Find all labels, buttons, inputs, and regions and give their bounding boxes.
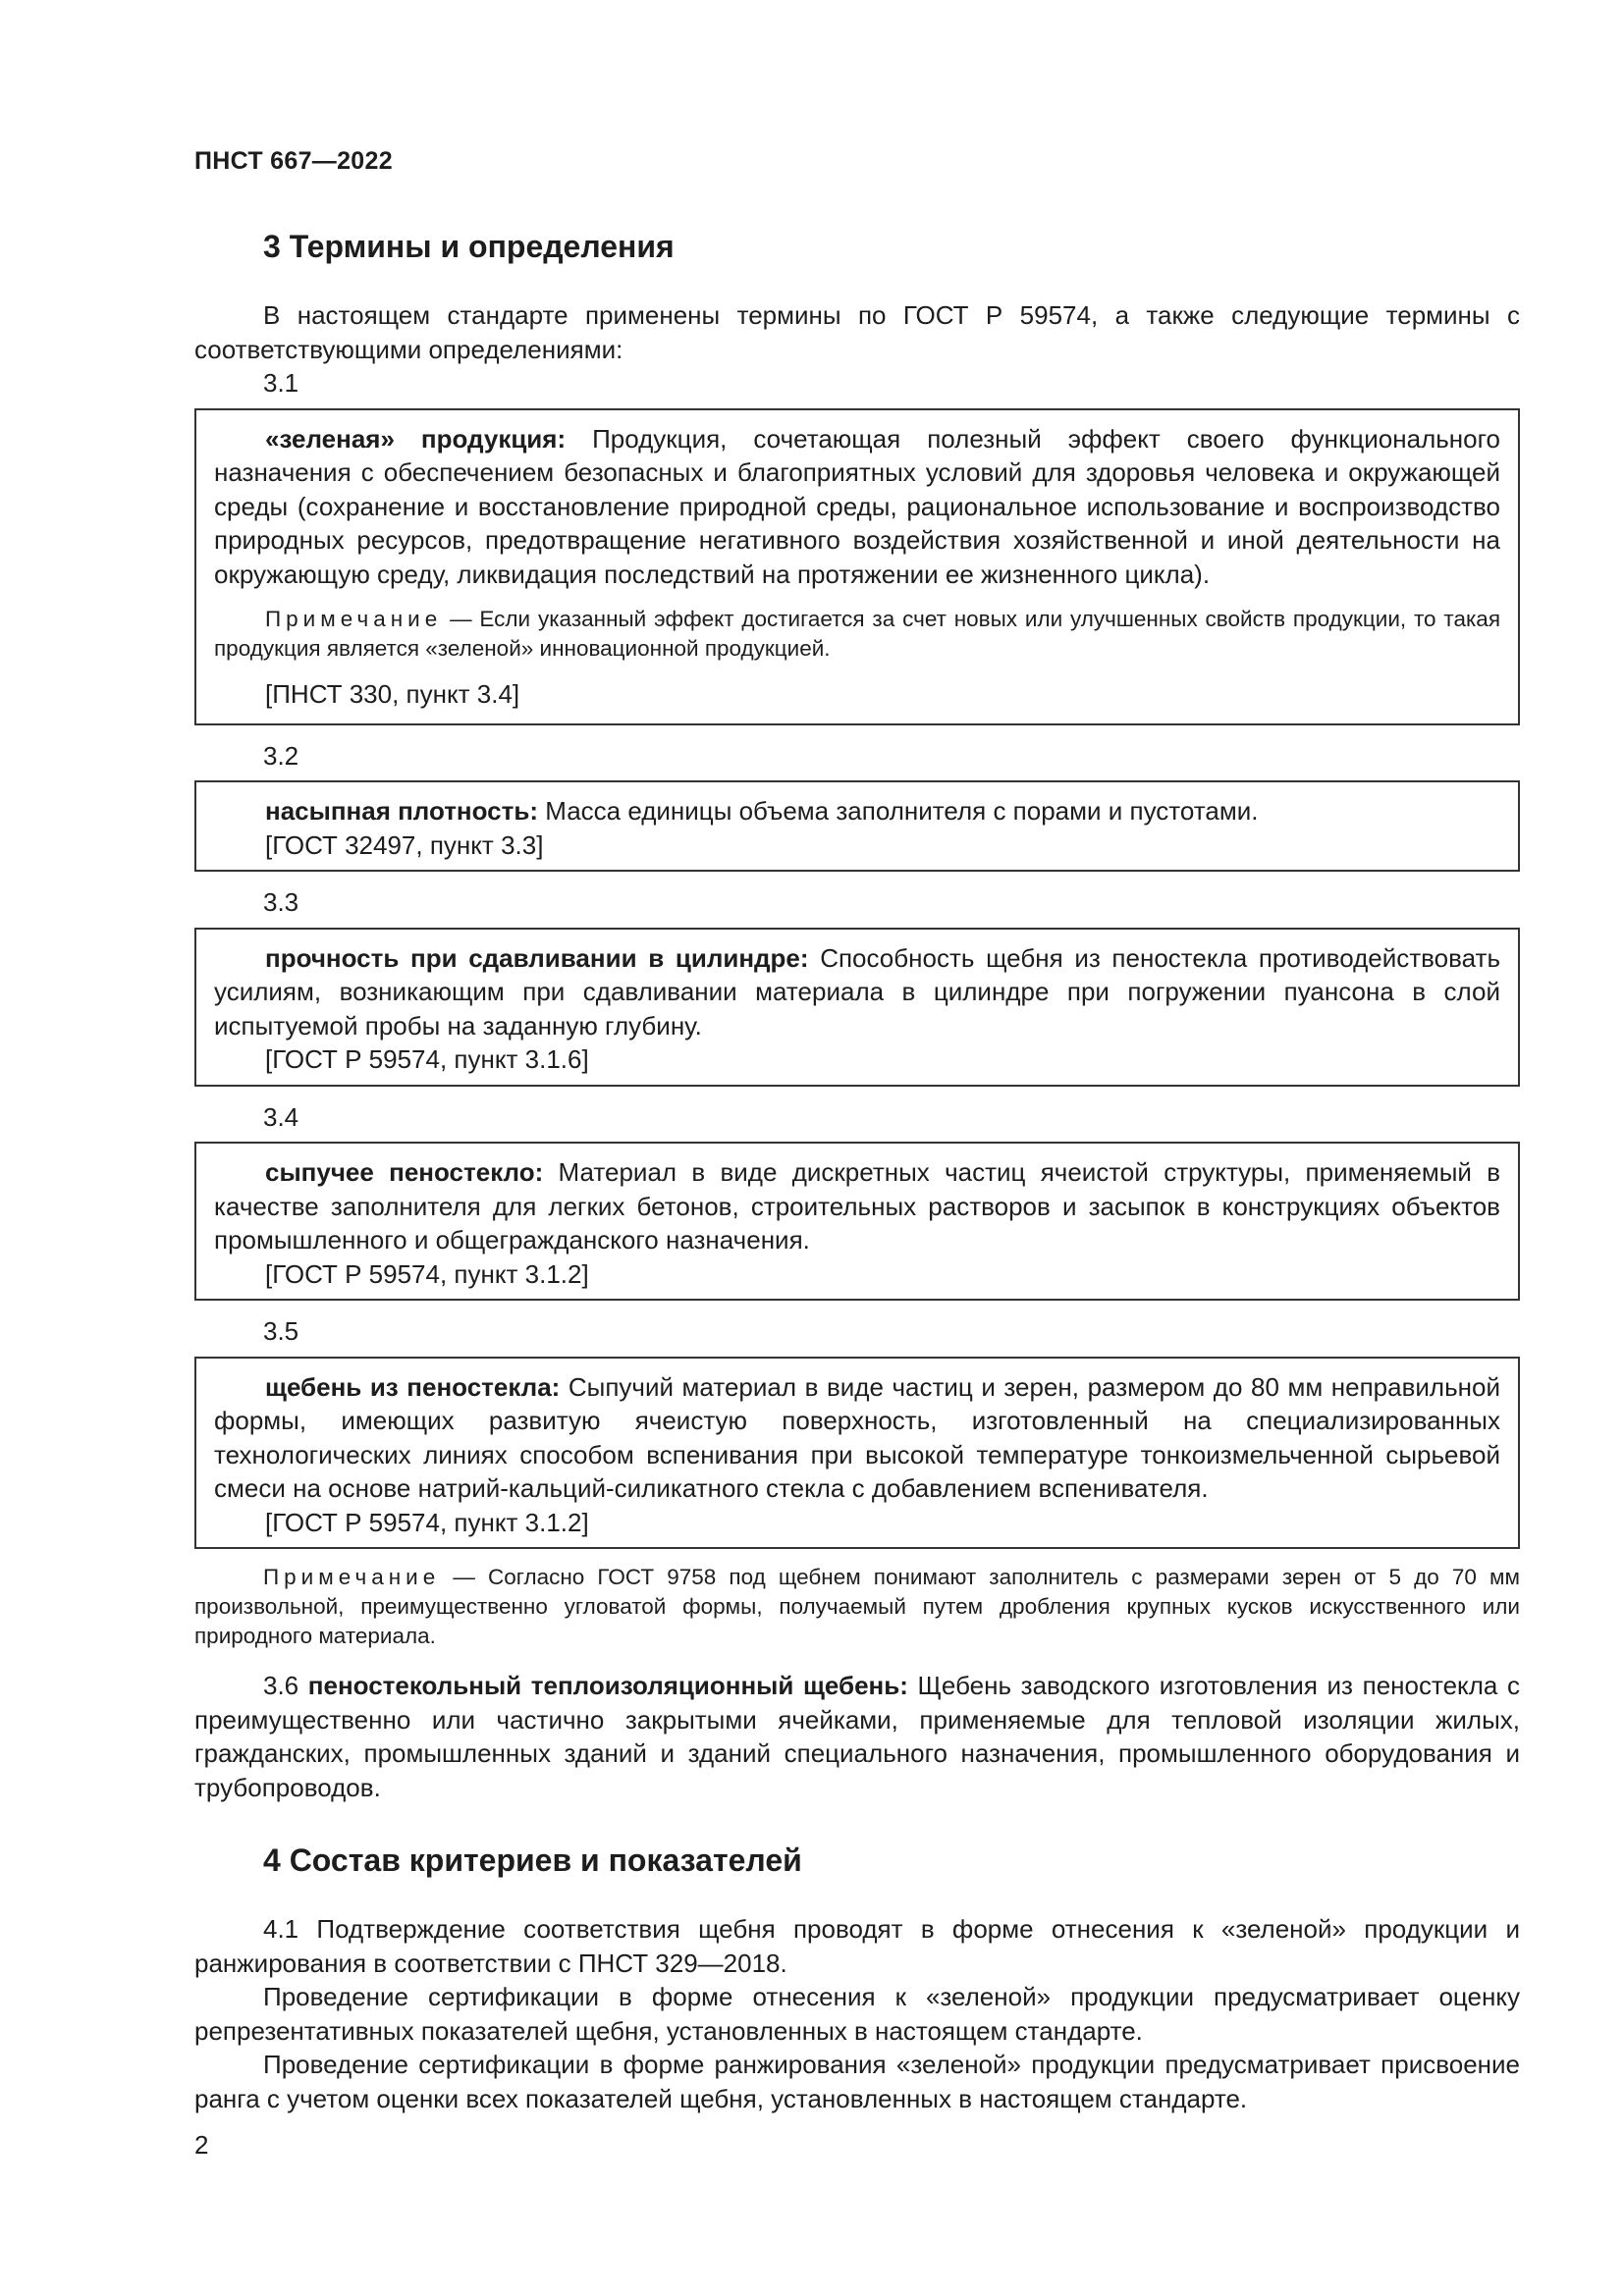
term-note: Примечание — Если указанный эффект достигается за счет новых или улучшенных свойств продукции, то такая продукция является «зеленой» инновационной продукцией.	[214, 607, 1500, 661]
section-3-intro: В настоящем стандарте применены термины по ГОСТ Р 59574, а также следующие термины с соответствующими определениями:	[194, 300, 1520, 364]
term-name: щебень из пеностекла:	[265, 1371, 561, 1402]
term-box	[194, 928, 1520, 1087]
page-content	[194, 228, 1520, 2115]
section-4-title: 4 Состав критериев и показателей	[263, 1842, 802, 1878]
term-box	[194, 1357, 1520, 1550]
term-name: «зеленая» продукция:	[265, 423, 567, 454]
term-number: 3.3	[263, 887, 299, 917]
term-definition: «зеленая» продукция: Продукция, сочетающая полезный эффект своего функционального назначения с обеспечением безопасных и благоприятных условий для здоровья человека и окружающей среды (сохранение и восстановление природной среды, рациональное использование и воспроизводство природных ресурсов, предотвращение негативного воздействия хозяйственной и иной деятельности на окружающую среду, ликвидация последствий на протяжении ее жизненного цикла).	[214, 423, 1500, 589]
term-source: [ГОСТ Р 59574, пункт 3.1.2]	[265, 1507, 589, 1537]
paragraph: Проведение сертификации в форме отнесения к «зеленой» продукции предусматривает оценку репрезентативных показателей щебня, установленных в настоящем стандарте.	[194, 1982, 1520, 2046]
note-label: Примечание	[263, 1565, 441, 1589]
term-source: [ГОСТ Р 59574, пункт 3.1.2]	[265, 1258, 589, 1289]
term-name: пеностекольный теплоизоляционный щебень:	[307, 1671, 908, 1700]
page-number: 2	[194, 2130, 209, 2160]
term-definition: щебень из пеностекла: Сыпучий материал в виде частиц и зерен, размером до 80 мм неправильной формы, имеющих развитую ячеистую поверхность, изготовленный на специализированных технологических линиях способом вспенивания при высокой температуре тонкоизмельченной сырьевой смеси на основе натрий-кальций-силикатного стекла с добавлением вспенивателя.	[214, 1371, 1500, 1503]
paragraph: Проведение сертификации в форме ранжирования «зеленой» продукции предусматривает присвоение ранга с учетом оценки всех показателей щебня, установленных в настоящем стандарте.	[194, 2050, 1520, 2113]
term-box	[194, 1142, 1520, 1301]
section-3-title: 3 Термины и определения	[263, 229, 675, 264]
term-number: 3.2	[263, 740, 299, 771]
term-3-6: 3.6 пеностекольный теплоизоляционный щебень: Щебень заводского изготовления из пеностекла с преимущественно или частично закрытыми ячейками, применяемые для тепловой изоляции жилых, гражданских, промышленных зданий и зданий специального назначения, промышленного оборудования и трубопроводов.	[194, 1671, 1520, 1802]
document-code: ПНСТ 667—2022	[194, 147, 393, 175]
paragraph: 4.1 Подтверждение соответствия щебня проводят в форме отнесения к «зеленой» продукции и ранжирования в соответствии с ПНСТ 329—2018.	[194, 1914, 1520, 1978]
term-source: [ГОСТ 32497, пункт 3.3]	[265, 829, 544, 860]
term-name: сыпучее пеностекло:	[265, 1157, 544, 1187]
term-number: 3.1	[263, 368, 299, 398]
term-definition: сыпучее пеностекло: Материал в виде дискретных частиц ячеистой структуры, применяемый в качестве заполнителя для легких бетонов, строительных растворов и засыпок в конструкциях объектов промышленного и общегражданского назначения.	[214, 1157, 1501, 1255]
note-label: Примечание	[265, 607, 443, 631]
term-number: 3.5	[263, 1316, 299, 1346]
term-definition: прочность при сдавливании в цилиндре: Способность щебня из пеностекла противодействовать усилиям, возникающим при сдавливании материала в цилиндре при погружении пуансона в слой испытуемой пробы на заданную глубину.	[214, 942, 1500, 1041]
note-paragraph: Примечание — Согласно ГОСТ 9758 под щебнем понимают заполнитель с размерами зерен от 5 до 70 мм произвольной, преимущественно угловатой формы, получаемый путем дробления крупных кусков искусственного или природного материала.	[194, 1565, 1520, 1648]
term-box	[194, 408, 1520, 725]
term-name: прочность при сдавливании в цилиндре:	[265, 942, 809, 973]
term-box	[194, 780, 1520, 872]
term-definition: насыпная плотность: Масса единицы объема заполнителя с порами и пустотами.	[265, 796, 1259, 826]
term-name: насыпная плотность:	[265, 796, 539, 826]
term-source: [ГОСТ Р 59574, пункт 3.1.6]	[265, 1044, 589, 1074]
term-source: [ПНСТ 330, пункт 3.4]	[265, 679, 520, 709]
term-number: 3.4	[263, 1101, 299, 1132]
